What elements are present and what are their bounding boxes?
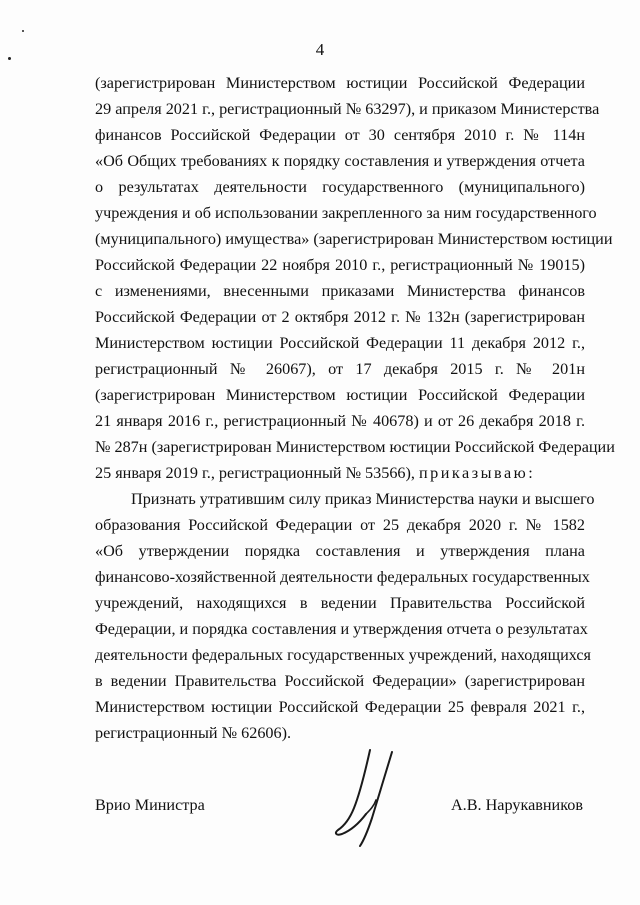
- text-line: учреждения и об использовании закрепленного за ним государственного: [95, 204, 597, 222]
- text-line: регистрационный № 26067), от 17 декабря 2015 г. № 201н: [95, 360, 585, 378]
- paragraph-order: [95, 486, 595, 746]
- text-line: учреждений, находящихся в ведении Правительства Российской: [95, 594, 585, 612]
- text-line: Министерством юстиции Российской Федерации 11 декабря 2012 г.,: [95, 334, 585, 352]
- text-line: 21 января 2016 г., регистрационный № 40678) и от 26 декабря 2018 г.: [95, 412, 585, 430]
- text-line: (зарегистрирован Министерством юстиции Российской Федерации: [95, 74, 585, 92]
- text-line: Российской Федерации 22 ноября 2010 г., регистрационный № 19015): [95, 256, 585, 274]
- text-line: Признать утратившим силу приказ Министерства науки и высшего: [131, 490, 595, 508]
- text-line: «Об Общих требованиях к порядку составления и утверждения отчета: [95, 152, 585, 170]
- text-line: Федерации, и порядка составления и утверждения отчета о результатах: [95, 620, 588, 638]
- text-line: (муниципального) имущества» (зарегистрирован Министерством юстиции: [95, 230, 613, 248]
- text-line: с изменениями, внесенными приказами Министерства финансов: [95, 282, 585, 300]
- text-line: в ведении Правительства Российской Федерации» (зарегистрирован: [95, 672, 585, 690]
- text-line: финансов Российской Федерации от 30 сентября 2010 г. № 114н: [95, 126, 585, 144]
- text-line: 29 апреля 2021 г., регистрационный № 63297), и приказом Министерства: [95, 100, 600, 118]
- text-line: финансово-хозяйственной деятельности федеральных государственных: [95, 568, 590, 586]
- paragraph-references: [95, 70, 615, 486]
- text-line: (зарегистрирован Министерством юстиции Российской Федерации: [95, 386, 585, 404]
- text-line-final: регистрационный № 62606).: [95, 724, 292, 742]
- order-keyword: приказываю:: [419, 464, 536, 482]
- text-line: Министерством юстиции Российской Федерации 25 февраля 2021 г.,: [95, 698, 585, 716]
- text-line: «Об утверждении порядка составления и утверждения плана: [95, 542, 585, 560]
- signatory-name: А.В. Нарукавников: [450, 796, 583, 814]
- page-number: 4: [315, 40, 325, 59]
- text-line: деятельности федеральных государственных учреждений, находящихся: [95, 646, 592, 664]
- handwritten-signature: [330, 748, 400, 848]
- text-line: образования Российской Федерации от 25 декабря 2020 г. № 1582: [95, 516, 585, 534]
- signatory-title: Врио Министра: [95, 796, 205, 814]
- final-line-text: 25 января 2019 г., регистрационный № 53566),: [95, 464, 415, 482]
- text-line: о результатах деятельности государственного (муниципального): [95, 178, 585, 196]
- scan-speck: [22, 30, 24, 32]
- text-line: № 287н (зарегистрирован Министерством юстиции Российской Федерации: [95, 438, 615, 456]
- text-line: Российской Федерации от 2 октября 2012 г. № 132н (зарегистрирован: [95, 308, 585, 326]
- text-line-final: [95, 460, 585, 486]
